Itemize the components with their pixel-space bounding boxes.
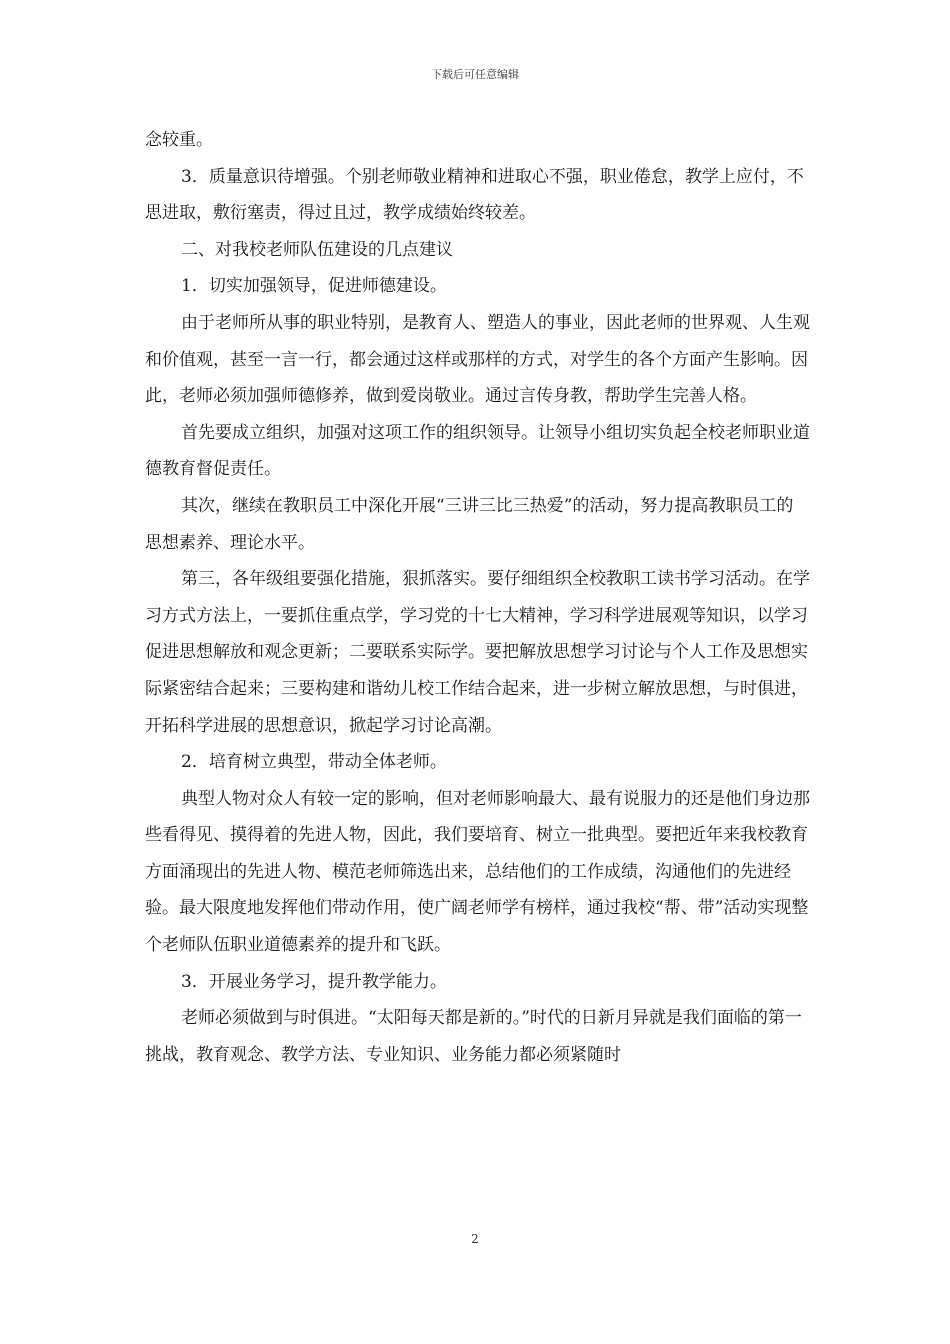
page-number: 2 <box>471 1232 479 1246</box>
paragraph: 其次，继续在教职员工中深化开展“三讲三比三热爱”的活动，努力提高教职员工的思想素养、理论水平。 <box>145 495 794 553</box>
subheading: 1．切实加强领导，促进师德建设。 <box>181 276 447 297</box>
section-heading: 二、对我校老师队伍建设的几点建议 <box>181 239 453 260</box>
document-body <box>145 122 810 1073</box>
page-header: 下载后可任意编辑 <box>431 68 519 81</box>
paragraph: 第三，各年级组要强化措施，狠抓落实。要仔细组织全校教职工读书学习活动。在学习方式方法上，一要抓住重点学，学习党的十七大精神，学习科学进展观等知识，以学习促进思想解放和观念更新；二要联系实际学。要把解放思想学习讨论与个人工作及思想实际紧密结合起来；三要构建和谐幼儿校工作结合起来，进一步树立解放思想，与时俱进，开拓科学进展的思想意识，掀起学习讨论高潮。 <box>145 569 810 736</box>
paragraph: 首先要成立组织，加强对这项工作的组织领导。让领导小组切实负起全校老师职业道德教育督促责任。 <box>145 422 810 480</box>
subheading: 3．开展业务学习，提升教学能力。 <box>181 971 447 992</box>
paragraph: 由于老师所从事的职业特别，是教育人、塑造人的事业，因此老师的世界观、人生观和价值观，甚至一言一行，都会通过这样或那样的方式，对学生的各个方面产生影响。因此，老师必须加强师德修养，做到爱岗敬业。通过言传身教，帮助学生完善人格。 <box>145 312 810 407</box>
subheading: 2．培育树立典型，带动全体老师。 <box>181 752 447 773</box>
paragraph: 3．质量意识待增强。个别老师敬业精神和进取心不强，职业倦怠，教学上应付，不思进取，敷衍塞责，得过且过，教学成绩始终较差。 <box>145 166 804 224</box>
paragraph: 典型人物对众人有较一定的影响，但对老师影响最大、最有说服力的还是他们身边那些看得见、摸得着的先进人物，因此，我们要培育、树立一批典型。要把近年来我校教育方面涌现出的先进人物、模范老师筛选出来，总结他们的工作成绩，沟通他们的先进经验。最大限度地发挥他们带动作用，使广阔老师学有榜样，通过我校“帮、带”活动实现整个老师队伍职业道德素养的提升和飞跃。 <box>145 788 810 956</box>
paragraph: 念较重。 <box>145 130 213 150</box>
paragraph: 老师必须做到与时俱进。“太阳每天都是新的。”时代的日新月异就是我们面临的第一挑战，教育观念、教学方法、专业知识、业务能力都必须紧随时 <box>145 1008 802 1065</box>
